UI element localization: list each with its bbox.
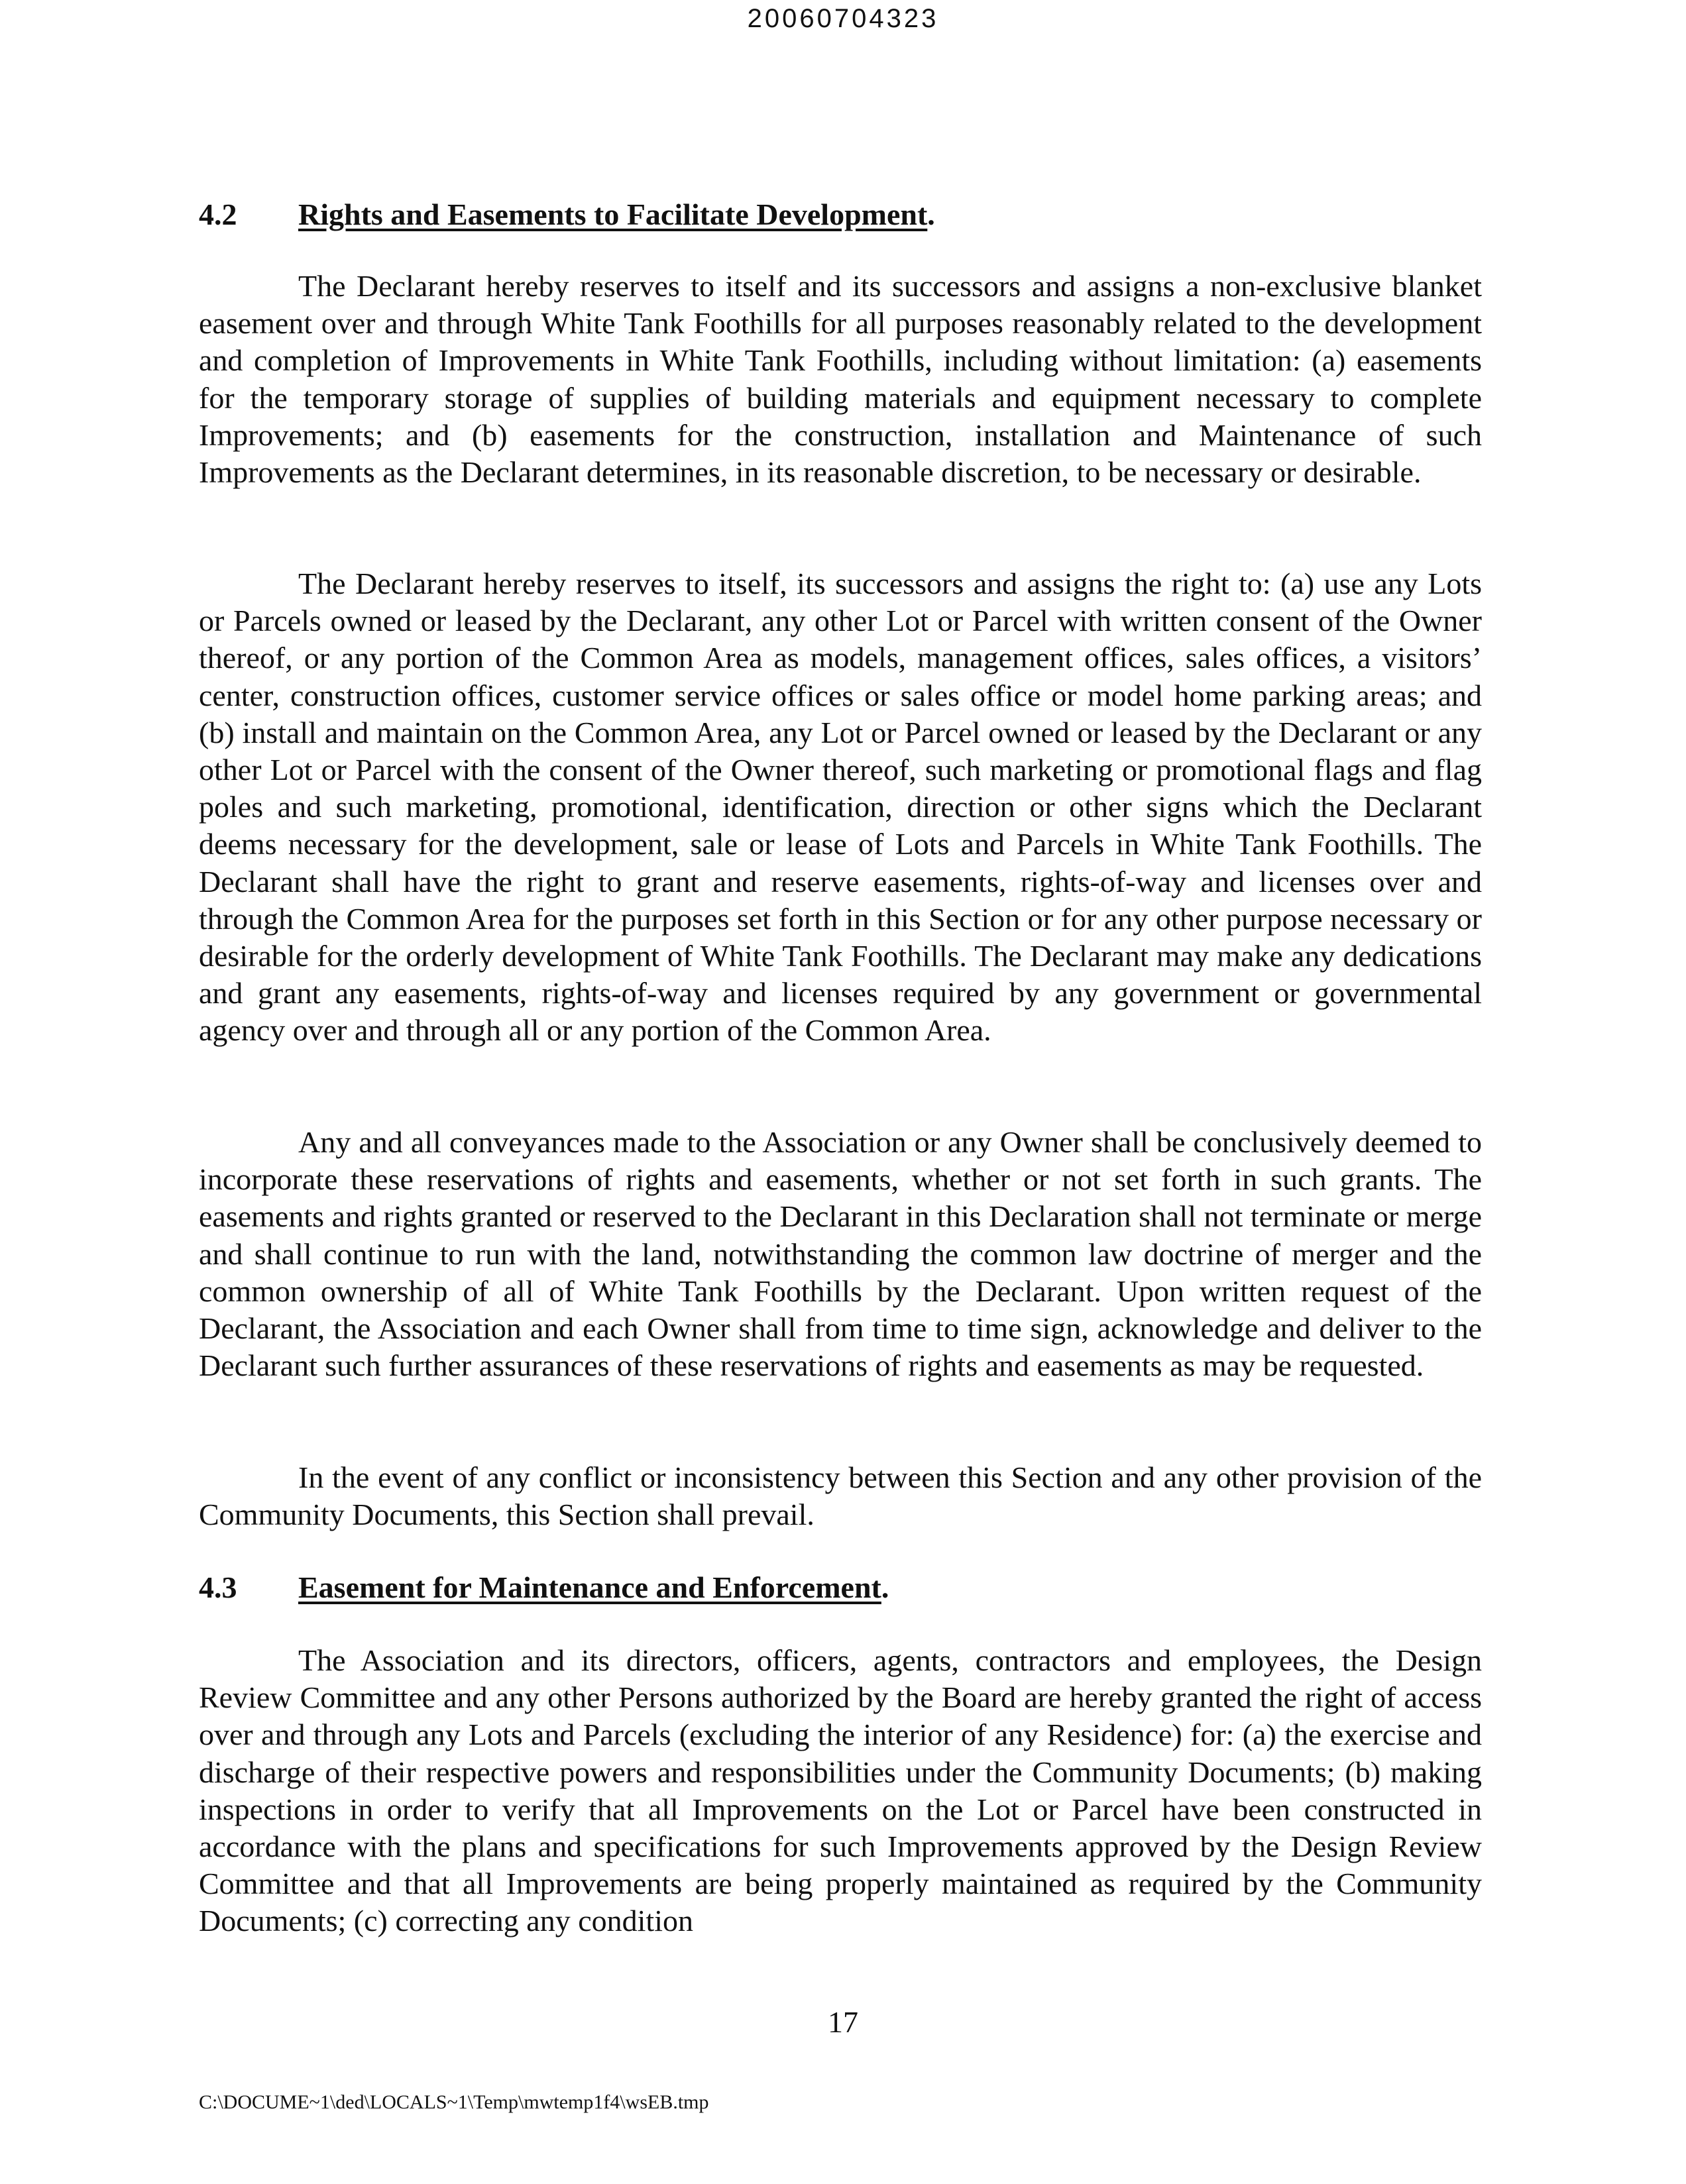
paragraph: The Declarant hereby reserves to itself and its successors and assigns a non-exclusive blanket easement over and through White Tank Foothills for all purposes reasonably related to the development and completion of Improvements in White Tank Foothills, including without limitation: (a) easements for the temporary storage of supplies of building materials and equipment necessary to complete Improvements; and (b) easements for the construction, installation and Maintenance of such Improvements as the Declarant determines, in its reasonable discretion, to be necessary or desirable. [199,269,1482,490]
section-heading-4-2: 4.2 Rights and Easements to Facilitate Development. [199,196,935,233]
paragraph: Any and all conveyances made to the Association or any Owner shall be conclusively deemed to incorporate these reservations of rights and easements, whether or not set forth in such grants. The easements and rights granted or reserved to the Declarant in this Declaration shall not terminate or merge and shall continue to run with the land, notwithstanding the common law doctrine of merger and the common ownership of all of White Tank Foothills by the Declarant. Upon written request of the Declarant, the Association and each Owner shall from time to time sign, acknowledge and deliver to the Declarant such further assurances of these reservations of rights and easements as may be requested. [199,1125,1482,1383]
section-title: Rights and Easements to Facilitate Development [298,197,928,231]
paragraph: The Declarant hereby reserves to itself, its successors and assigns the right to: (a) use any Lots or Parcels owned or leased by the Declarant, any other Lot or Parcel with written consent of the Owner thereof, or any portion of the Common Area as models, management offices, sales offices, a visitors’ center, construction offices, customer service offices or sales office or model home parking areas; and (b) install and maintain on the Common Area, any Lot or Parcel owned or leased by the Declarant or any other Lot or Parcel with the consent of the Owner thereof, such marketing or promotional flags and flag poles and such marketing, promotional, identification, direction or other signs which the Declarant deems necessary for the development, sale or lease of Lots and Parcels in White Tank Foothills. The Declarant shall have the right to grant and reserve easements, rights-of-way and licenses over and through the Common Area for the purposes set forth in this Section or for any other purpose necessary or desirable for the orderly development of White Tank Foothills. The Declarant may make any dedications and grant any easements, rights-of-way and licenses required by any government or governmental agency over and through all or any portion of the Common Area. [199,567,1482,1048]
document-number: 20060704323 [747,4,939,33]
paragraph: In the event of any conflict or inconsistency between this Section and any other provision of the Community Documents, this Section shall prevail. [199,1460,1482,1532]
section-heading-4-3: 4.3 Easement for Maintenance and Enforcement. [199,1569,889,1606]
section-number: 4.3 [199,1570,237,1604]
section-number: 4.2 [199,197,237,231]
file-path: C:\DOCUME~1\ded\LOCALS~1\Temp\mwtemp1f4\wsEB.tmp [199,2091,709,2113]
section-title: Easement for Maintenance and Enforcement [298,1570,881,1604]
page-number: 17 [828,2005,858,2039]
paragraph: The Association and its directors, officers, agents, contractors and employees, the Design Review Committee and any other Persons authorized by the Board are hereby granted the right of access over and through any Lots and Parcels (excluding the interior of any Residence) for: (a) the exercise and discharge of their respective powers and responsibilities under the Community Documents; (b) making inspections in order to verify that all Improvements on the Lot or Parcel have been constructed in accordance with the plans and specifications for such Improvements approved by the Design Review Committee and that all Improvements are being properly maintained as required by the Community Documents; (c) correcting any condition [199,1643,1482,1938]
